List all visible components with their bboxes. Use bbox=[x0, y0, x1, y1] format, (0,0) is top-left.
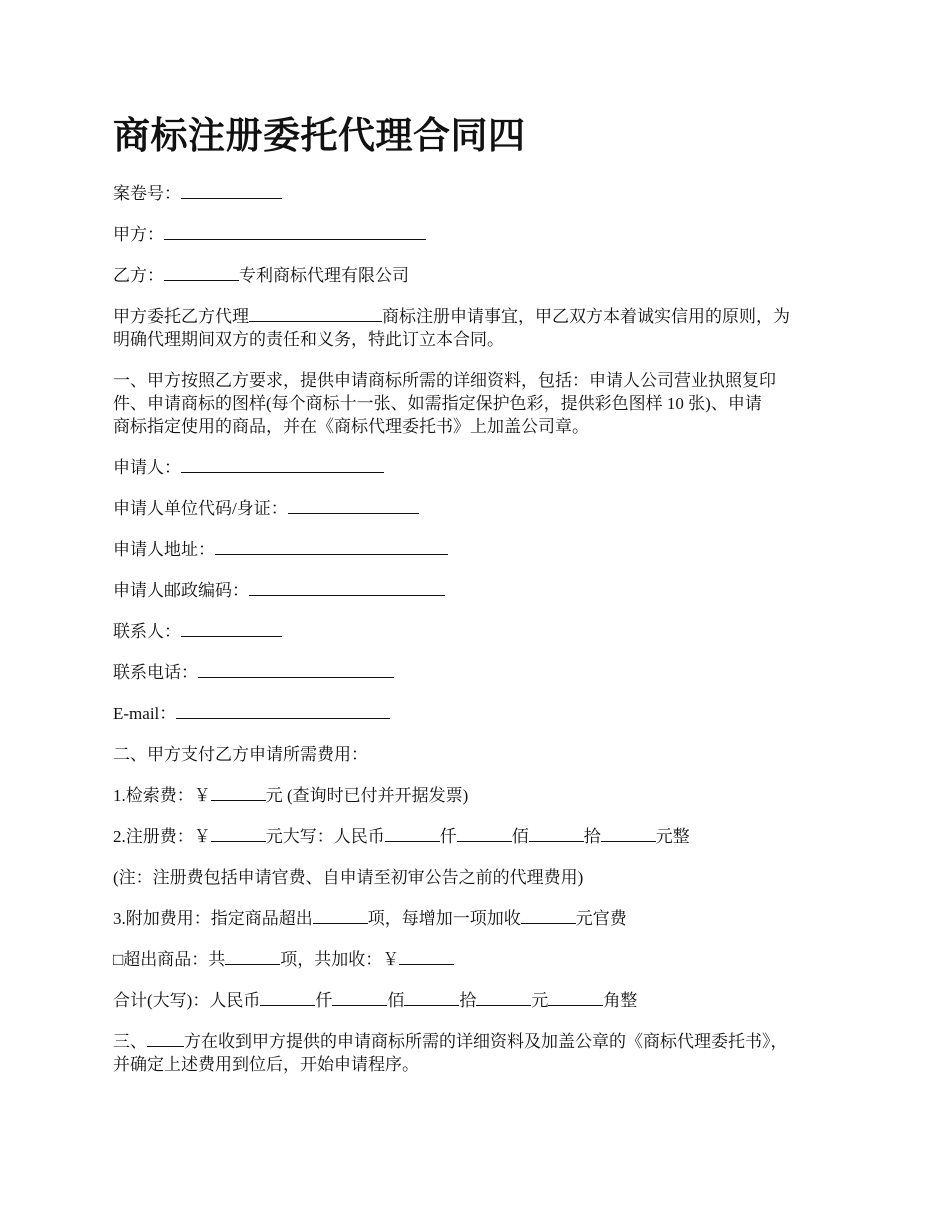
fee-2-ten: 拾 bbox=[583, 827, 601, 846]
fee-3-blank-items bbox=[313, 909, 368, 924]
section-1-line-1: 一、甲方按照乙方要求，提供申请商标所需的详细资料，包括：申请人公司营业执照复印 bbox=[113, 371, 776, 390]
extra-goods-blank-amount bbox=[399, 950, 454, 965]
party-a-blank bbox=[164, 225, 426, 240]
applicant-address-line bbox=[113, 538, 848, 561]
case-number-label: 案卷号： bbox=[113, 184, 181, 203]
intro-blank bbox=[249, 307, 382, 322]
contact-label: 联系人： bbox=[113, 622, 181, 641]
total-hundred: 佰 bbox=[387, 991, 405, 1010]
fee-1-label: 1.检索费：￥ bbox=[113, 786, 211, 805]
document-page bbox=[113, 112, 848, 1094]
fee-2-yuan: 元整 bbox=[655, 827, 690, 846]
total-label: 合计(大写)：人民币 bbox=[113, 991, 261, 1010]
party-b-line bbox=[113, 264, 848, 287]
section-3-blank bbox=[147, 1032, 184, 1047]
party-b-blank bbox=[164, 266, 239, 281]
party-a-label: 甲方： bbox=[113, 225, 164, 244]
fee-3-mid: 项，每增加一项加收 bbox=[367, 909, 521, 928]
section-3-paragraph bbox=[113, 1030, 848, 1076]
fee-2-rmb: 元大写：人民币 bbox=[265, 827, 385, 846]
total-blank-3 bbox=[404, 991, 459, 1006]
fee-2-hundred: 佰 bbox=[511, 827, 529, 846]
total-blank-1 bbox=[260, 991, 315, 1006]
total-blank-5 bbox=[548, 991, 603, 1006]
fee-2-line bbox=[113, 825, 848, 848]
section-2-heading: 二、甲方支付乙方申请所需费用： bbox=[113, 745, 368, 764]
applicant-postcode-blank bbox=[249, 581, 445, 596]
fee-3-label: 3.附加费用：指定商品超出 bbox=[113, 909, 313, 928]
fee-3-blank-amount bbox=[521, 909, 576, 924]
total-blank-2 bbox=[332, 991, 387, 1006]
applicant-blank bbox=[181, 458, 384, 473]
section-3-text: 方在收到甲方提供的申请商标所需的详细资料及加盖公章的《商标代理委托书》， bbox=[184, 1032, 788, 1051]
applicant-postcode-label: 申请人邮政编码： bbox=[113, 581, 249, 600]
extra-goods-blank-count bbox=[225, 950, 280, 965]
fee-2-label: 2.注册费：￥ bbox=[113, 827, 211, 846]
applicant-line bbox=[113, 456, 848, 479]
fee-2-blank-amount bbox=[211, 827, 266, 842]
contact-blank bbox=[181, 622, 282, 637]
fee-2-thousand: 仟 bbox=[439, 827, 457, 846]
applicant-address-label: 申请人地址： bbox=[113, 540, 215, 559]
intro-text-1a: 甲方委托乙方代理 bbox=[113, 307, 249, 326]
contact-phone-label: 联系电话： bbox=[113, 663, 198, 682]
applicant-address-blank bbox=[215, 540, 448, 555]
contact-phone-line bbox=[113, 661, 848, 684]
fee-1-line bbox=[113, 784, 848, 807]
intro-text-1b: 商标注册申请事宜，甲乙双方本着诚实信用的原则，为 bbox=[382, 307, 790, 326]
fee-3-line bbox=[113, 907, 848, 930]
email-line bbox=[113, 702, 848, 725]
applicant-postcode-line bbox=[113, 579, 848, 602]
case-number-line bbox=[113, 182, 848, 205]
email-blank bbox=[176, 704, 390, 719]
applicant-code-line bbox=[113, 497, 848, 520]
fee-1-blank bbox=[211, 786, 266, 801]
section-3-prefix: 三、 bbox=[113, 1032, 147, 1051]
section-1-line-3: 商标指定使用的商品，并在《商标代理委托书》上加盖公司章。 bbox=[113, 417, 589, 436]
total-jiao: 角整 bbox=[603, 991, 638, 1010]
section-3-line-2: 并确定上述费用到位后，开始申请程序。 bbox=[113, 1055, 419, 1074]
total-thousand: 仟 bbox=[315, 991, 333, 1010]
fee-2-blank-ten bbox=[529, 827, 584, 842]
fee-1-note: 元 (查询时已付并开据发票) bbox=[265, 786, 469, 805]
total-line bbox=[113, 989, 848, 1012]
total-ten: 拾 bbox=[459, 991, 477, 1010]
fee-2-blank-yuan bbox=[601, 827, 656, 842]
extra-goods-mid: 项，共加收：￥ bbox=[280, 950, 400, 969]
applicant-code-blank bbox=[288, 499, 419, 514]
party-b-label: 乙方： bbox=[113, 266, 164, 285]
fee-2-blank-hundred bbox=[457, 827, 512, 842]
intro-text-2: 明确代理期间双方的责任和义务，特此订立本合同。 bbox=[113, 330, 504, 349]
fee-2-blank-thousand bbox=[385, 827, 440, 842]
extra-goods-line bbox=[113, 948, 848, 971]
extra-goods-label: □超出商品：共 bbox=[113, 950, 226, 969]
total-yuan: 元 bbox=[531, 991, 549, 1010]
section-1-line-2: 件、申请商标的图样(每个商标十一张、如需指定保护色彩，提供彩色图样 10 张)、申请 bbox=[113, 394, 762, 413]
document-title: 商标注册委托代理合同四 bbox=[113, 116, 526, 157]
applicant-code-label: 申请人单位代码/身证： bbox=[113, 499, 288, 518]
party-b-company: 专利商标代理有限公司 bbox=[239, 266, 409, 285]
total-blank-4 bbox=[476, 991, 531, 1006]
section-1-paragraph bbox=[113, 369, 848, 438]
fee-3-end: 元官费 bbox=[575, 909, 627, 928]
contact-line bbox=[113, 620, 848, 643]
party-a-line bbox=[113, 223, 848, 246]
fee-note-line: (注：注册费包括申请官费、自申请至初审公告之前的代理费用) bbox=[113, 868, 584, 887]
email-label: E-mail： bbox=[113, 704, 177, 723]
applicant-label: 申请人： bbox=[113, 458, 181, 477]
contact-phone-blank bbox=[198, 663, 394, 678]
intro-paragraph bbox=[113, 305, 848, 351]
case-number-blank bbox=[181, 184, 282, 199]
